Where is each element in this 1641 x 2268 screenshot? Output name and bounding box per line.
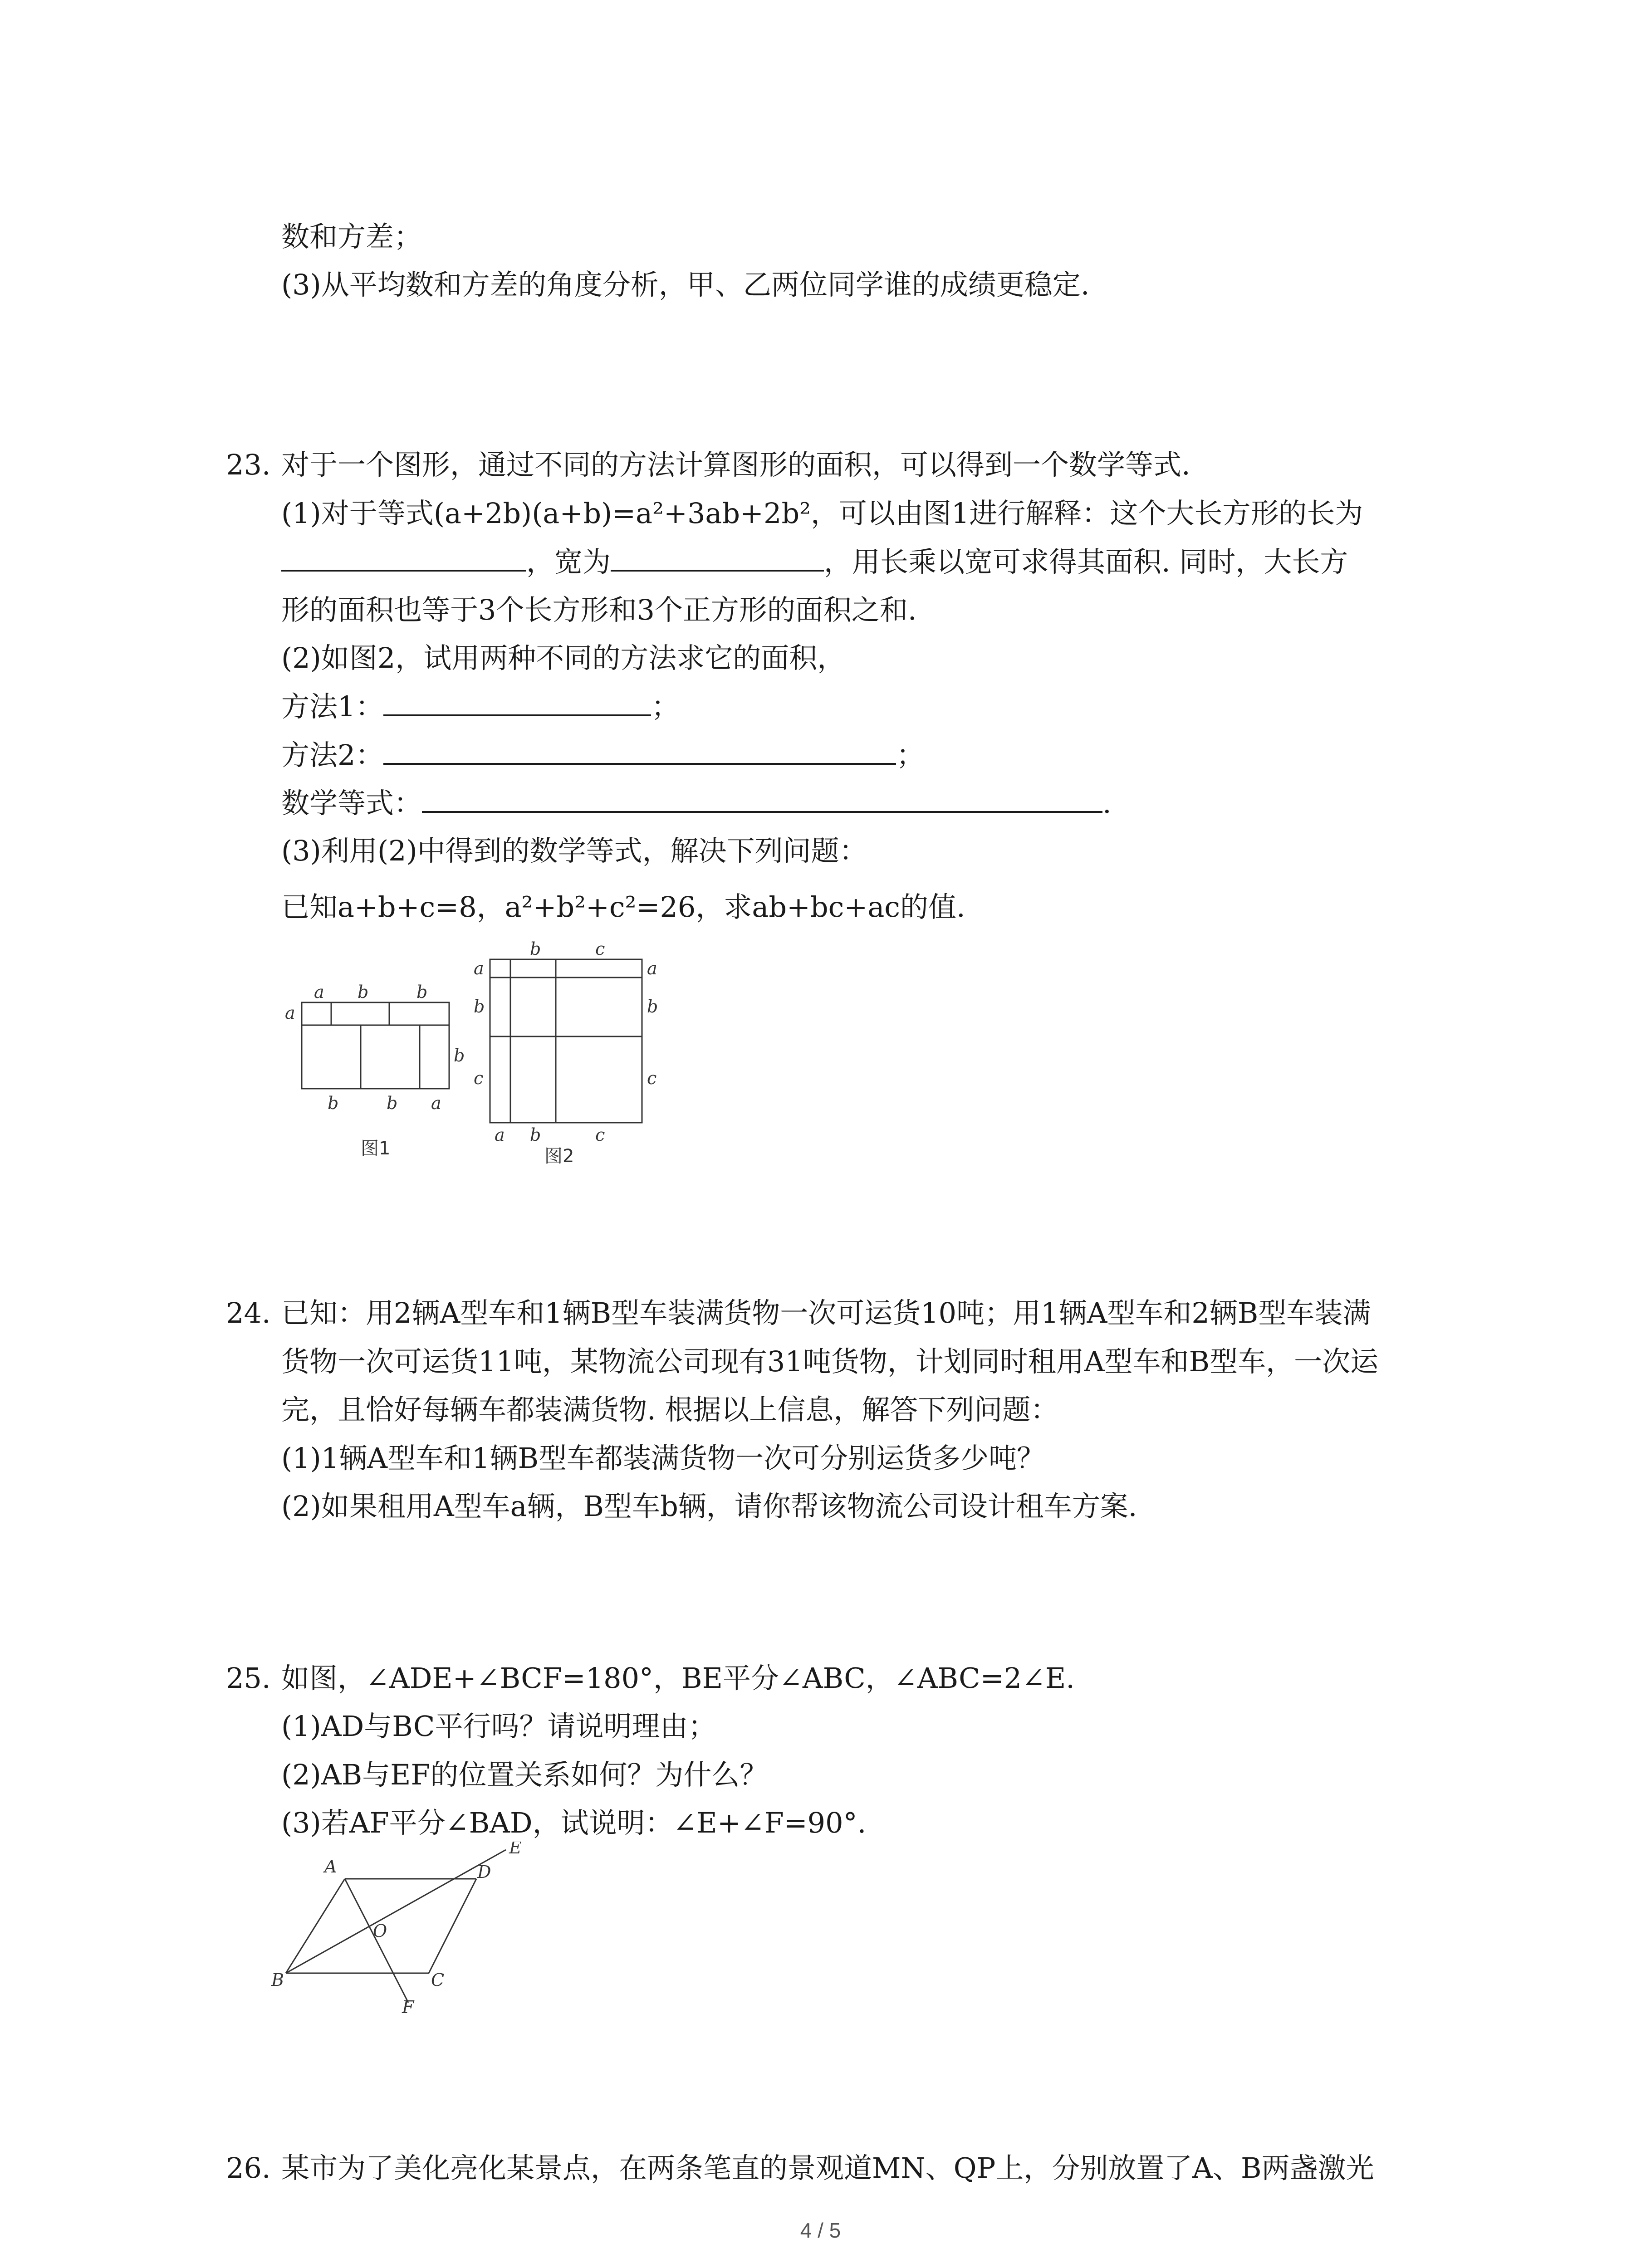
text-line: 已知a+b+c=8，a²+b²+c²=26，求ab+bc+ac的值. [281, 890, 965, 924]
text-line: (1)对于等式(a+2b)(a+b)=a²+3ab+2b²，可以由图1进行解释：这个大长方形的长为 [281, 497, 1363, 530]
text-line [281, 737, 924, 773]
question-stem: 某市为了美化亮化某景点，在两条笔直的景观道MN、QP上，分别放置了A、B两盏激光 [281, 2151, 1374, 2185]
fig2-left-label: c [474, 1068, 484, 1088]
question-stem: 如图，∠ADE+∠BCF=180°，BE平分∠ABC，∠ABC=2∠E. [281, 1662, 1075, 1695]
text-line: (1)AD与BC平行吗？请说明理由； [281, 1710, 716, 1743]
text-span: ，用长乘以宽可求得其面积. 同时，大长方 [824, 545, 1348, 578]
point-label: A [324, 1857, 337, 1877]
text-line: (2)如图2，试用两种不同的方法求它的面积， [281, 641, 846, 675]
figure-2 [467, 934, 662, 1170]
fig1-bottom-label: a [431, 1093, 441, 1113]
fig2-right-label: b [647, 997, 658, 1017]
text-line [281, 688, 679, 725]
question-number: 26. [226, 2151, 271, 2185]
text-line: 形的面积也等于3个长方形和3个正方形的面积之和. [281, 593, 917, 626]
text-line: 货物一次可运货11吨，某物流公司现有31吨货物，计划同时租用A型车和B型车，一次运 [281, 1345, 1379, 1378]
fig2-top-label: c [595, 939, 605, 959]
text-line: (3)从平均数和方差的角度分析，甲、乙两位同学谁的成绩更稳定. [281, 268, 1090, 301]
fig2-left-label: b [474, 997, 485, 1017]
text-span: . [1102, 787, 1112, 820]
answer-blank[interactable] [281, 543, 526, 572]
answer-blank[interactable] [383, 737, 896, 765]
text-line: 数和方差； [281, 220, 422, 253]
text-line: 完，且恰好每辆车都装满货物. 根据以上信息，解答下列问题： [281, 1393, 1059, 1426]
answer-blank[interactable] [422, 785, 1102, 813]
fig1-bottom-label: b [328, 1093, 339, 1113]
fig2-left-label: a [474, 958, 484, 978]
text-span: 方法1： [281, 690, 384, 723]
fig1-top-label: b [358, 982, 369, 1002]
point-label: O [373, 1921, 387, 1941]
fig2-bottom-label: a [495, 1125, 505, 1145]
question-number: 23. [226, 448, 271, 481]
point-label: F [402, 1997, 414, 2014]
text-line [281, 785, 1112, 821]
point-label: B [271, 1970, 284, 1990]
figure-1 [272, 975, 472, 1166]
fig2-right-label: a [647, 958, 657, 978]
question-number: 25. [226, 1662, 271, 1695]
geometry-figure [268, 1842, 540, 2014]
answer-blank[interactable] [383, 688, 651, 716]
point-label: C [431, 1970, 445, 1990]
fig2-top-label: b [530, 939, 541, 959]
text-span: ； [896, 738, 925, 772]
text-span: ，宽为 [526, 545, 611, 578]
text-line [281, 543, 1348, 580]
fig2-bottom-label: b [530, 1125, 541, 1145]
question-stem: 对于一个图形，通过不同的方法计算图形的面积，可以得到一个数学等式. [281, 448, 1190, 481]
text-span: ； [651, 690, 680, 723]
fig2-caption: 图2 [544, 1146, 574, 1167]
fig2-bottom-label: c [595, 1125, 605, 1145]
question-stem: 已知：用2辆A型车和1辆B型车装满货物一次可运货10吨；用1辆A型车和2辆B型车装满 [281, 1296, 1371, 1330]
text-span: 数学等式： [281, 787, 422, 820]
fig1-caption: 图1 [361, 1138, 391, 1159]
page-number: 4 / 5 [800, 2219, 841, 2242]
text-line: (3)利用(2)中得到的数学等式，解决下列问题： [281, 834, 867, 867]
fig1-top-label: b [416, 982, 428, 1002]
fig1-right-label: b [454, 1046, 465, 1066]
question-number: 24. [226, 1296, 271, 1330]
fig2-right-label: c [647, 1068, 657, 1088]
text-line: (2)AB与EF的位置关系如何？为什么？ [281, 1758, 768, 1791]
point-label: D [477, 1862, 491, 1882]
text-line: (2)如果租用A型车a辆，B型车b辆，请你帮该物流公司设计租车方案. [281, 1490, 1137, 1523]
text-line: (3)若AF平分∠BAD，试说明：∠E+∠F=90°. [281, 1806, 867, 1839]
fig1-left-label: a [285, 1003, 295, 1023]
text-line: (1)1辆A型车和1辆B型车都装满货物一次可分别运货多少吨？ [281, 1442, 1045, 1475]
point-label: E [509, 1842, 522, 1857]
answer-blank[interactable] [611, 543, 824, 572]
fig1-bottom-label: b [387, 1093, 398, 1113]
text-span: 方法2： [281, 738, 384, 772]
fig1-top-label: a [314, 982, 324, 1002]
